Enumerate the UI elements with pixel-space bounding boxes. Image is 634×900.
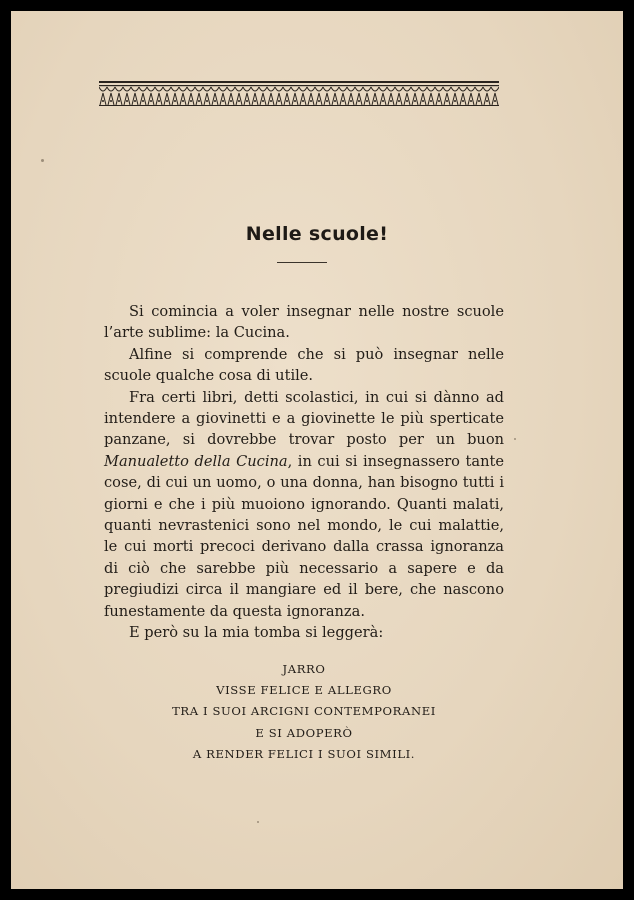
- paper-speck: [257, 821, 259, 823]
- epitaph-line: TRA I SUOI ARCIGNI CONTEMPORANEI: [172, 704, 436, 719]
- decorative-header-ornament-icon: [99, 81, 499, 107]
- paragraph: [104, 387, 504, 622]
- paper-speck: [514, 438, 516, 440]
- title-divider: [277, 262, 327, 263]
- paragraph: Alfine si comprende che si può insegnar nelle scuole qualche cosa di utile.: [104, 345, 504, 385]
- epitaph: [104, 659, 504, 765]
- epitaph-line: E SI ADOPERÒ: [255, 725, 353, 740]
- epitaph-line: VISSE FELICE E ALLEGRO: [216, 683, 392, 698]
- book-title-italic: Manualetto della Cucina: [104, 452, 288, 470]
- book-page: [11, 11, 623, 889]
- epitaph-line: A RENDER FELICI I SUOI SIMILI.: [192, 746, 416, 761]
- body-text: [104, 301, 504, 644]
- epitaph-line: JARRO: [282, 662, 326, 676]
- paper-speck: [41, 159, 44, 162]
- page-title: Nelle scuole!: [245, 223, 389, 245]
- paragraph-text: , in cui si insegnassero tante cose, di cui un uomo, o una donna, han bisogno tutti i giorni e che i più muoiono ignorando. Quanti malati, quanti nevrastenici sono nel mondo, le cui malattie, le cui morti precoci derivano dalla crassa ignoranza di ciò che sarebbe più necessario a sapere e da pregiudizi circa il mangiare ed il bere, che nascono funestamente da questa ignoranza.: [104, 452, 504, 620]
- paragraph: Si comincia a voler insegnar nelle nostre scuole l’arte sublime: la Cucina.: [104, 303, 504, 342]
- paragraph: E però su la mia tomba si leggerà:: [129, 624, 384, 642]
- paragraph-text: Fra certi libri, detti scolastici, in cui si dànno ad intendere a giovinetti e a giovinette le più sperticate panzane, si dovrebbe trovar posto per un buon: [104, 388, 504, 449]
